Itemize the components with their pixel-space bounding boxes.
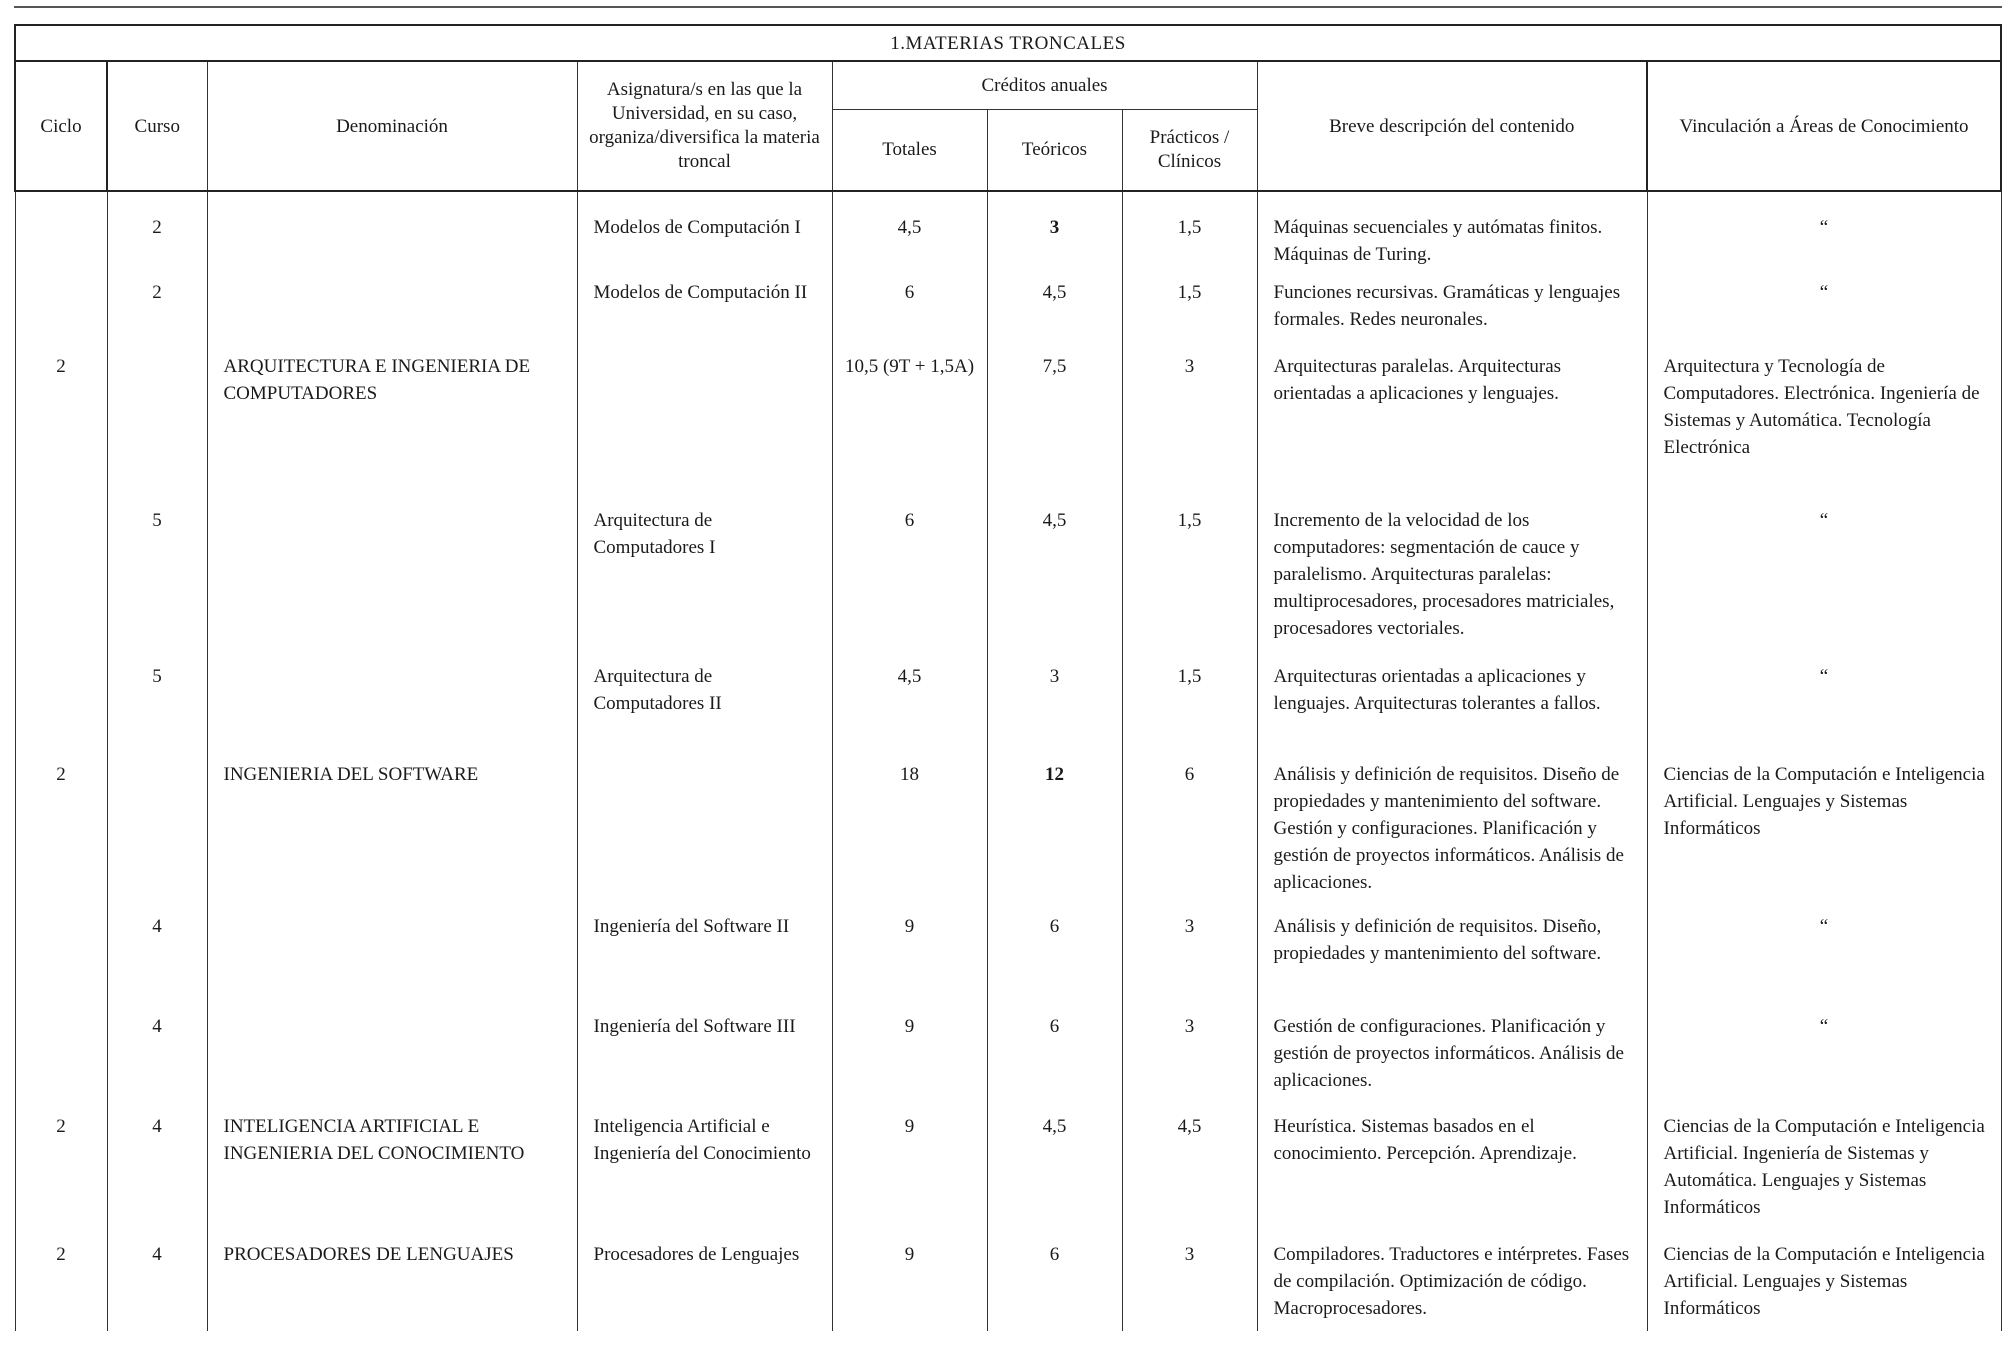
cell-vinculacion: “ — [1647, 279, 2001, 353]
cell-ciclo: 2 — [15, 1113, 107, 1241]
table-row — [15, 761, 2001, 913]
cell-ciclo — [15, 1013, 107, 1113]
cell-asignatura: Arquitectura de Computadores II — [577, 663, 832, 761]
cell-totales: 6 — [832, 279, 987, 353]
cell-curso: 2 — [107, 279, 207, 353]
cell-asignatura: Modelos de Computación I — [577, 191, 832, 279]
cell-descripcion: Análisis y definición de requisitos. Diseño, propiedades y mantenimiento del software. — [1257, 913, 1647, 1013]
troncales-table — [14, 24, 2002, 1331]
cell-totales: 9 — [832, 913, 987, 1013]
table-row — [15, 353, 2001, 507]
cell-vinculacion: Ciencias de la Computación e Inteligencia Artificial. Lenguajes y Sistemas Informáticos — [1647, 1241, 2001, 1331]
cell-descripcion: Análisis y definición de requisitos. Diseño de propiedades y mantenimiento del software. Gestión y configuraciones. Planificación y gestión de proyectos informáticos. Análisis de aplicaciones. — [1257, 761, 1647, 913]
header-teoricos: Teóricos — [987, 109, 1122, 191]
cell-denominacion — [207, 191, 577, 279]
cell-practicos: 1,5 — [1122, 507, 1257, 663]
table-row — [15, 663, 2001, 761]
cell-curso: 4 — [107, 1241, 207, 1331]
cell-denominacion — [207, 1013, 577, 1113]
cell-asignatura: Inteligencia Artificial e Ingeniería del Conocimiento — [577, 1113, 832, 1241]
cell-denominacion: INTELIGENCIA ARTIFICIAL E INGENIERIA DEL CONOCIMIENTO — [207, 1113, 577, 1241]
header-asignatura: Asignatura/s en las que la Universidad, en su caso, organiza/diversifica la materia troncal — [577, 61, 832, 191]
header-creditos-anuales: Créditos anuales — [832, 61, 1257, 109]
cell-teoricos: 6 — [987, 913, 1122, 1013]
cell-asignatura: Modelos de Computación II — [577, 279, 832, 353]
cell-descripcion: Arquitecturas orientadas a aplicaciones y lenguajes. Arquitecturas tolerantes a fallos. — [1257, 663, 1647, 761]
cell-vinculacion: “ — [1647, 663, 2001, 761]
cell-practicos: 1,5 — [1122, 191, 1257, 279]
cell-ciclo: 2 — [15, 353, 107, 507]
cell-descripcion: Arquitecturas paralelas. Arquitecturas orientadas a aplicaciones y lenguajes. — [1257, 353, 1647, 507]
cell-descripcion: Compiladores. Traductores e intérpretes. Fases de compilación. Optimización de código. Macroprocesadores. — [1257, 1241, 1647, 1331]
cell-ciclo — [15, 191, 107, 279]
cell-curso: 4 — [107, 1013, 207, 1113]
cell-practicos: 1,5 — [1122, 663, 1257, 761]
cell-totales: 9 — [832, 1013, 987, 1113]
cell-descripcion: Funciones recursivas. Gramáticas y lenguajes formales. Redes neuronales. — [1257, 279, 1647, 353]
table-row — [15, 279, 2001, 353]
cell-denominacion: PROCESADORES DE LENGUAJES — [207, 1241, 577, 1331]
cell-ciclo — [15, 507, 107, 663]
cell-totales: 4,5 — [832, 191, 987, 279]
cell-vinculacion: Ciencias de la Computación e Inteligencia Artificial. Lenguajes y Sistemas Informáticos — [1647, 761, 2001, 913]
cell-curso — [107, 761, 207, 913]
cell-ciclo: 2 — [15, 1241, 107, 1331]
cell-totales: 4,5 — [832, 663, 987, 761]
cell-descripcion: Máquinas secuenciales y autómatas finitos. Máquinas de Turing. — [1257, 191, 1647, 279]
table-row — [15, 1113, 2001, 1241]
cell-asignatura: Ingeniería del Software III — [577, 1013, 832, 1113]
cell-asignatura: Procesadores de Lenguajes — [577, 1241, 832, 1331]
cell-asignatura — [577, 761, 832, 913]
cell-teoricos: 12 — [987, 761, 1122, 913]
cell-totales: 9 — [832, 1113, 987, 1241]
cell-denominacion: INGENIERIA DEL SOFTWARE — [207, 761, 577, 913]
cell-descripcion: Heurística. Sistemas basados en el conocimiento. Percepción. Aprendizaje. — [1257, 1113, 1647, 1241]
table-row — [15, 1241, 2001, 1331]
troncales-table-frame — [14, 24, 2000, 1334]
cell-ciclo: 2 — [15, 761, 107, 913]
cell-descripcion: Gestión de configuraciones. Planificación y gestión de proyectos informáticos. Análisis de aplicaciones. — [1257, 1013, 1647, 1113]
cell-practicos: 1,5 — [1122, 279, 1257, 353]
cell-denominacion — [207, 279, 577, 353]
cell-vinculacion: Ciencias de la Computación e Inteligencia Artificial. Ingeniería de Sistemas y Automática. Lenguajes y Sistemas Informáticos — [1647, 1113, 2001, 1241]
cell-practicos: 3 — [1122, 353, 1257, 507]
cell-practicos: 3 — [1122, 1241, 1257, 1331]
cell-ciclo — [15, 279, 107, 353]
cell-teoricos: 6 — [987, 1013, 1122, 1113]
cell-asignatura — [577, 353, 832, 507]
header-curso: Curso — [107, 61, 207, 191]
cell-practicos: 3 — [1122, 1013, 1257, 1113]
cell-curso: 4 — [107, 913, 207, 1013]
header-descripcion: Breve descripción del contenido — [1257, 61, 1647, 191]
header-vinculacion: Vinculación a Áreas de Conocimiento — [1647, 61, 2001, 191]
cell-vinculacion: Arquitectura y Tecnología de Computadores. Electrónica. Ingeniería de Sistemas y Automática. Tecnología Electrónica — [1647, 353, 2001, 507]
top-rule — [14, 6, 2002, 8]
cell-totales: 18 — [832, 761, 987, 913]
cell-teoricos: 6 — [987, 1241, 1122, 1331]
cell-vinculacion: “ — [1647, 191, 2001, 279]
cell-denominacion — [207, 663, 577, 761]
table-title: 1.MATERIAS TRONCALES — [15, 25, 2001, 61]
cell-asignatura: Ingeniería del Software II — [577, 913, 832, 1013]
cell-practicos: 3 — [1122, 913, 1257, 1013]
cell-teoricos: 3 — [987, 663, 1122, 761]
cell-ciclo — [15, 663, 107, 761]
cell-teoricos: 7,5 — [987, 353, 1122, 507]
table-row — [15, 191, 2001, 279]
table-row — [15, 507, 2001, 663]
cell-curso: 5 — [107, 507, 207, 663]
cell-vinculacion: “ — [1647, 1013, 2001, 1113]
cell-totales: 9 — [832, 1241, 987, 1331]
cell-curso: 2 — [107, 191, 207, 279]
cell-asignatura: Arquitectura de Computadores I — [577, 507, 832, 663]
cell-curso: 4 — [107, 1113, 207, 1241]
cell-curso: 5 — [107, 663, 207, 761]
cell-descripcion: Incremento de la velocidad de los computadores: segmentación de cauce y paralelismo. Arquitecturas paralelas: multiprocesadores, procesadores matriciales, procesadores vectoriales. — [1257, 507, 1647, 663]
cell-denominacion — [207, 913, 577, 1013]
cell-vinculacion: “ — [1647, 507, 2001, 663]
cell-denominacion: ARQUITECTURA E INGENIERIA DE COMPUTADORES — [207, 353, 577, 507]
cell-totales: 6 — [832, 507, 987, 663]
header-totales: Totales — [832, 109, 987, 191]
cell-teoricos: 4,5 — [987, 507, 1122, 663]
header-practicos-clinicos: Prácticos / Clínicos — [1122, 109, 1257, 191]
cell-teoricos: 3 — [987, 191, 1122, 279]
cell-ciclo — [15, 913, 107, 1013]
cell-totales: 10,5 (9T + 1,5A) — [832, 353, 987, 507]
cell-practicos: 4,5 — [1122, 1113, 1257, 1241]
cell-teoricos: 4,5 — [987, 279, 1122, 353]
cell-denominacion — [207, 507, 577, 663]
cell-practicos: 6 — [1122, 761, 1257, 913]
header-ciclo: Ciclo — [15, 61, 107, 191]
cell-teoricos: 4,5 — [987, 1113, 1122, 1241]
table-row — [15, 913, 2001, 1013]
header-denominacion: Denominación — [207, 61, 577, 191]
table-row — [15, 1013, 2001, 1113]
cell-curso — [107, 353, 207, 507]
cell-vinculacion: “ — [1647, 913, 2001, 1013]
